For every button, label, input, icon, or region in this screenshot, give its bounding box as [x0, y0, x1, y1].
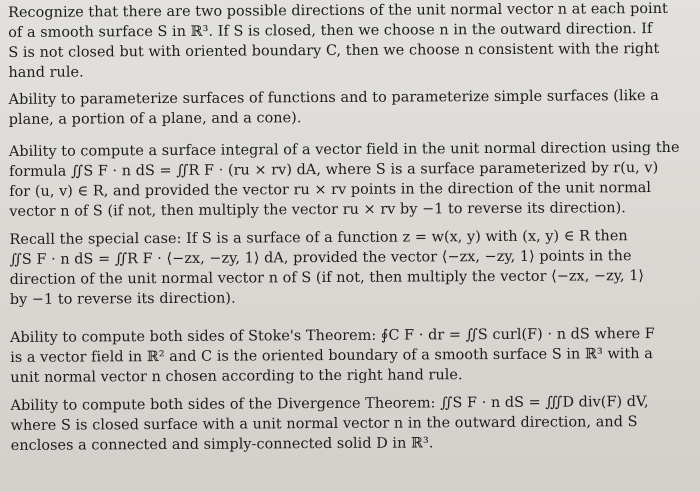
paragraph-divergence-theorem: Ability to compute both sides of the Divergence Theorem: ∬S F · n dS = ∭D div(F) dV, where S is closed surface with a unit normal vector n in the outward direction, and S encloses a connected and simply-connected solid D in ℝ³.	[10, 394, 649, 454]
paragraph-stokes-theorem: Ability to compute both sides of Stoke's Theorem: ∮C F · dr = ∬S curl(F) · n dS where F is a vector field in ℝ² and C is the oriented boundary of a smooth surface S in ℝ³ with a unit normal vector n chosen according to the right hand rule.	[10, 326, 655, 386]
paragraph-unit-normal-orientation: Recognize that there are two possible directions of the unit normal vector n at each point of a smooth surface S in ℝ³. If S is closed, then we choose n in the outward direction. If S is not closed but with oriented boundary C, then we choose n consistent with the right hand rule.	[8, 0, 668, 81]
paragraph-surface-integral-formula: Ability to compute a surface integral of a vector field in the unit normal direction using the formula ∬S F · n dS = ∬R F · (ru × rv) dA, where S is a surface parameterized by r(u, v) for (u, v) ∈ R, and provided the vector ru × rv points in the direction of the unit normal vector n of S (if not, then multiply the vector ru × rv by −1 to reverse its direction).	[8, 139, 680, 220]
paragraph-special-case-graph-surface: Recall the special case: If S is a surface of a function z = w(x, y) with (x, y) ∈ R then ∬S F · n dS = ∬R F · ⟨−zx, −zy, 1⟩ dA, provided the vector ⟨−zx, −zy, 1⟩ points in the direction of the unit normal vector n of S (if not, then multiply the vector ⟨−zx, −zy, 1⟩ by −1 to reverse its direction).	[9, 228, 645, 308]
paragraph-parameterize-surfaces: Ability to parameterize surfaces of functions and to parameterize simple surfaces (like a plane, a portion of a plane, and a cone).	[8, 87, 659, 128]
